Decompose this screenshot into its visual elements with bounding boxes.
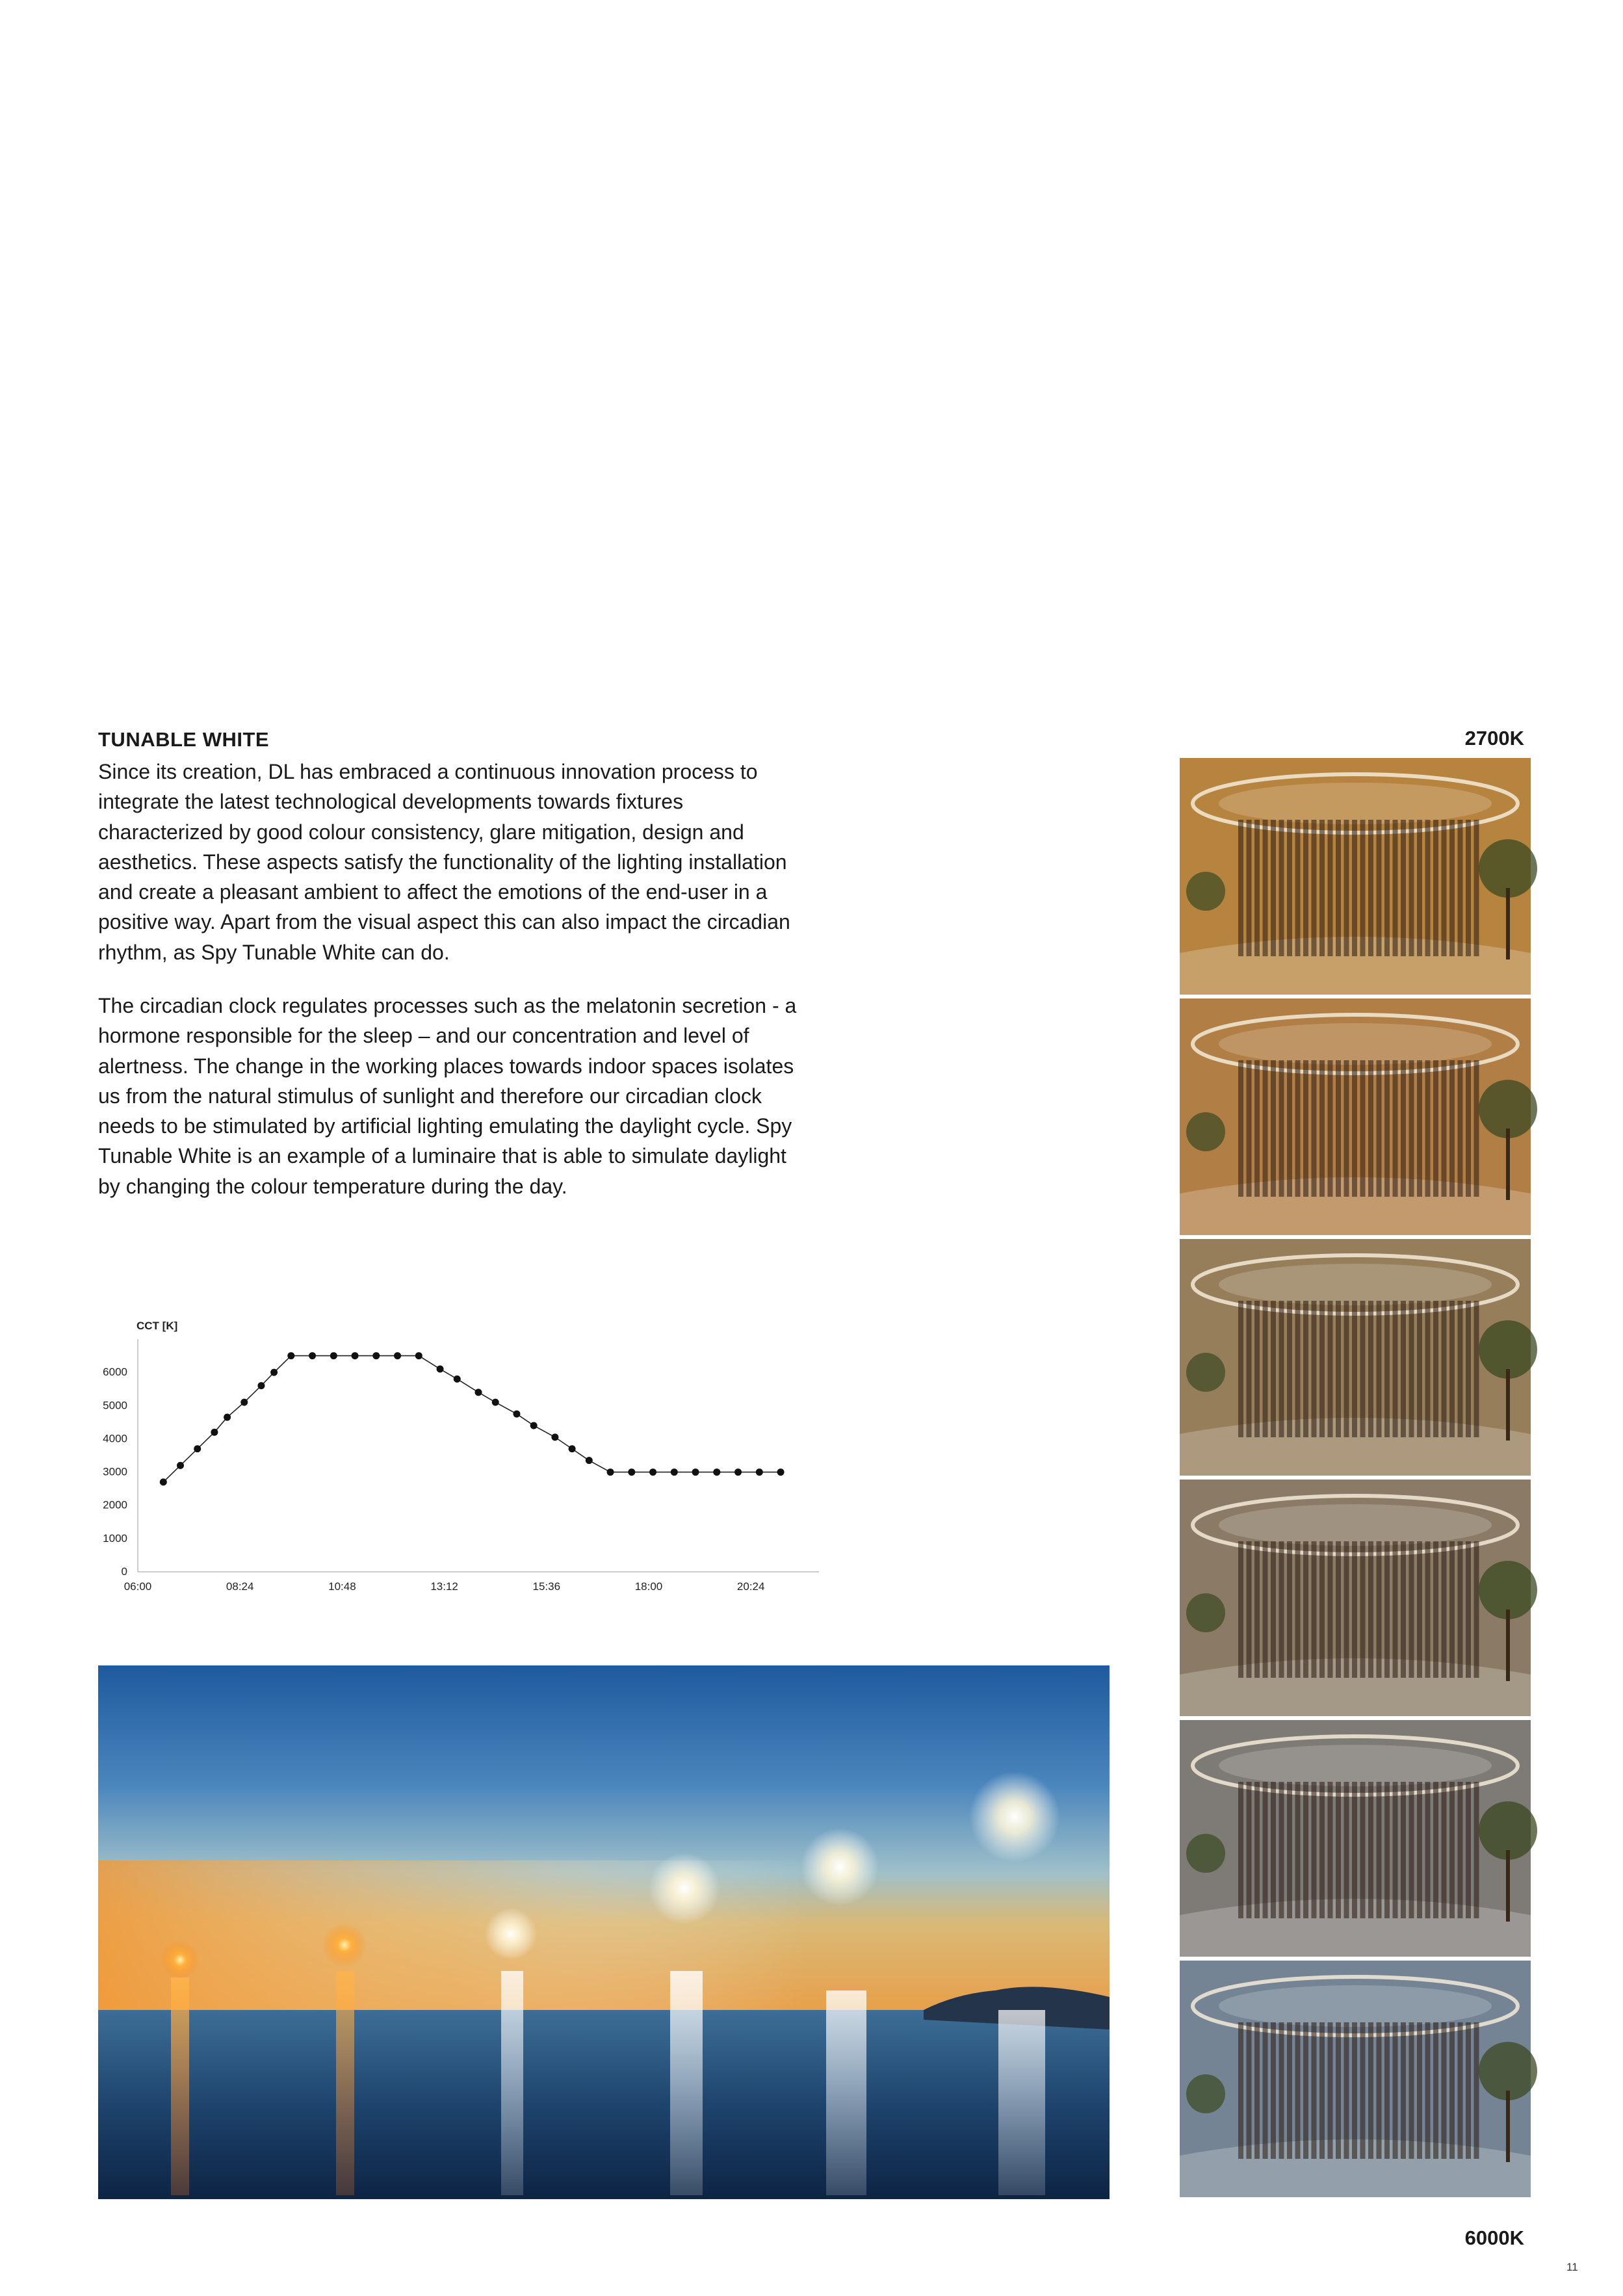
cct-data-point — [309, 1352, 316, 1359]
wooden-slat — [1238, 1541, 1243, 1678]
sunset-photo — [98, 1665, 1110, 2199]
wooden-slat — [1295, 1541, 1301, 1678]
wooden-slat — [1263, 1060, 1268, 1197]
wooden-slat — [1247, 2022, 1252, 2159]
wooden-slat — [1336, 1301, 1341, 1437]
wooden-slat — [1466, 1782, 1471, 1918]
wooden-slat — [1433, 1541, 1438, 1678]
cct-data-point — [756, 1468, 763, 1476]
wooden-slat — [1360, 2022, 1366, 2159]
cct-data-point — [777, 1468, 785, 1476]
wooden-slat — [1254, 1541, 1260, 1678]
wooden-slat — [1295, 1782, 1301, 1918]
cct-data-point — [415, 1352, 422, 1359]
wooden-slat — [1254, 1782, 1260, 1918]
cct-data-point — [372, 1352, 380, 1359]
wooden-slat — [1458, 1782, 1463, 1918]
wooden-slat — [1287, 1782, 1292, 1918]
wooden-slat — [1336, 1782, 1341, 1918]
wooden-slat — [1344, 2022, 1349, 2159]
wooden-slat — [1417, 1541, 1422, 1678]
wooden-slat — [1442, 1782, 1447, 1918]
wooden-slat — [1377, 1782, 1382, 1918]
wooden-slat — [1271, 1782, 1276, 1918]
wooden-slat — [1401, 820, 1406, 956]
cct-data-point — [177, 1462, 184, 1469]
wooden-slat — [1279, 1782, 1284, 1918]
chart-x-tick-label: 06:00 — [123, 1580, 152, 1593]
wooden-slat — [1263, 1782, 1268, 1918]
wooden-slat — [1312, 1301, 1317, 1437]
wooden-slat — [1238, 1301, 1243, 1437]
cct-chart — [103, 1300, 825, 1612]
wooden-slat — [1247, 820, 1252, 956]
intro-paragraph: Since its creation, DL has embraced a continuous innovation process to integrate the latest technological developments towards fixtures characterized by good colour consistency, glare mitigation, design and aesthetics. These aspects satisfy the functionality of the lighting installation and create a pleasant ambient to affect the emotions of the end-user in a positive way. Apart from the visual aspect this can also impact the circadian rhythm, as Spy Tunable White can do. — [98, 760, 790, 964]
wooden-slat — [1449, 820, 1455, 956]
cct-data-point — [211, 1429, 218, 1436]
wooden-slat — [1287, 1301, 1292, 1437]
cct-data-point — [330, 1352, 337, 1359]
wooden-slat — [1466, 2022, 1471, 2159]
cct-data-point — [492, 1399, 499, 1406]
wooden-slat — [1263, 820, 1268, 956]
interior-photo-step-2 — [1180, 998, 1531, 1235]
wooden-slat — [1384, 1782, 1390, 1918]
wooden-slat — [1449, 2022, 1455, 2159]
wooden-slat — [1442, 1541, 1447, 1678]
wooden-slat — [1303, 820, 1308, 956]
wooden-slat — [1433, 1782, 1438, 1918]
wooden-slat — [1352, 1301, 1357, 1437]
wooden-slat — [1279, 2022, 1284, 2159]
cct-data-point — [713, 1468, 720, 1476]
chart-y-axis-label: CCT [K] — [136, 1320, 178, 1332]
cct-data-point — [194, 1445, 201, 1452]
wooden-slat — [1442, 1060, 1447, 1197]
wooden-slat — [1368, 1541, 1373, 1678]
plant — [1186, 1112, 1225, 1151]
wooden-slat — [1312, 1060, 1317, 1197]
plant-trunk — [1506, 1610, 1510, 1681]
wooden-slat — [1287, 820, 1292, 956]
wooden-slat — [1384, 820, 1390, 956]
wooden-slat — [1377, 1301, 1382, 1437]
wooden-slat — [1328, 820, 1333, 956]
ceiling-glow — [1219, 1023, 1492, 1065]
wooden-slat — [1360, 820, 1366, 956]
wooden-slat — [1360, 1782, 1366, 1918]
wooden-slat — [1384, 2022, 1390, 2159]
chart-x-tick-label: 13:12 — [430, 1580, 458, 1593]
page-number: 11 — [1566, 2261, 1578, 2273]
section-heading: TUNABLE WHITE — [98, 728, 270, 751]
wooden-slat — [1247, 1301, 1252, 1437]
cct-data-point — [692, 1468, 699, 1476]
wooden-slat — [1336, 2022, 1341, 2159]
wooden-slat — [1319, 1060, 1325, 1197]
cct-data-point — [569, 1445, 576, 1452]
ceiling-glow — [1219, 783, 1492, 824]
wooden-slat — [1425, 820, 1431, 956]
wooden-slat — [1409, 2022, 1414, 2159]
chart-x-tick-label: 15:36 — [532, 1580, 561, 1593]
wooden-slat — [1263, 1541, 1268, 1678]
cct-data-point — [270, 1369, 278, 1376]
wooden-slat — [1279, 1301, 1284, 1437]
wooden-slat — [1263, 2022, 1268, 2159]
wooden-slat — [1433, 820, 1438, 956]
wooden-slat — [1328, 1541, 1333, 1678]
ceiling-glow — [1219, 1264, 1492, 1305]
wooden-slat — [1271, 2022, 1276, 2159]
chart-x-tick-label: 10:48 — [328, 1580, 356, 1593]
wooden-slat — [1401, 1301, 1406, 1437]
wooden-slat — [1254, 1060, 1260, 1197]
wooden-slat — [1401, 2022, 1406, 2159]
wooden-slat — [1433, 2022, 1438, 2159]
wooden-slat — [1238, 1060, 1243, 1197]
wooden-slat — [1247, 1541, 1252, 1678]
wooden-slat — [1312, 2022, 1317, 2159]
chart-y-tick-label: 0 — [121, 1565, 127, 1578]
wooden-slat — [1401, 1541, 1406, 1678]
cct-data-point — [287, 1352, 294, 1359]
chart-x-tick-label: 20:24 — [736, 1580, 765, 1593]
wooden-slat — [1442, 820, 1447, 956]
cct-data-point — [628, 1468, 635, 1476]
wooden-slat — [1247, 1060, 1252, 1197]
wooden-slat — [1360, 1541, 1366, 1678]
wooden-slat — [1312, 820, 1317, 956]
plant-trunk — [1506, 1128, 1510, 1200]
wooden-slat — [1368, 1301, 1373, 1437]
wooden-slat — [1319, 820, 1325, 956]
wooden-slat — [1466, 1541, 1471, 1678]
wooden-slat — [1344, 820, 1349, 956]
wooden-slat — [1458, 820, 1463, 956]
wooden-slat — [1295, 1301, 1301, 1437]
wooden-slat — [1319, 1541, 1325, 1678]
wooden-slat — [1368, 1782, 1373, 1918]
wooden-slat — [1425, 1541, 1431, 1678]
wooden-slat — [1336, 1060, 1341, 1197]
wooden-slat — [1401, 1060, 1406, 1197]
wooden-slat — [1417, 1301, 1422, 1437]
wooden-slat — [1417, 2022, 1422, 2159]
plant — [1186, 872, 1225, 911]
chart-y-tick-label: 3000 — [103, 1465, 127, 1478]
wooden-slat — [1336, 1541, 1341, 1678]
wooden-slat — [1425, 1301, 1431, 1437]
wooden-slat — [1466, 820, 1471, 956]
wooden-slat — [1287, 2022, 1292, 2159]
wooden-slat — [1393, 820, 1398, 956]
wooden-slat — [1344, 1060, 1349, 1197]
wooden-slat — [1458, 1541, 1463, 1678]
ceiling-glow — [1219, 1745, 1492, 1786]
wooden-slat — [1303, 1060, 1308, 1197]
cct-data-point — [671, 1468, 678, 1476]
cct-data-point — [454, 1376, 461, 1383]
cct-series-line — [163, 1356, 781, 1482]
wooden-slat — [1368, 1060, 1373, 1197]
wooden-slat — [1303, 1301, 1308, 1437]
plant — [1186, 2074, 1225, 2113]
wooden-slat — [1474, 820, 1479, 956]
interior-photo-2700k — [1180, 758, 1531, 995]
wooden-slat — [1409, 1782, 1414, 1918]
ceiling-glow — [1219, 1985, 1492, 2027]
wooden-slat — [1319, 1301, 1325, 1437]
wooden-slat — [1417, 1060, 1422, 1197]
wooden-slat — [1466, 1060, 1471, 1197]
plant — [1186, 1834, 1225, 1873]
wooden-slat — [1433, 1301, 1438, 1437]
wooden-slat — [1271, 1541, 1276, 1678]
wooden-slat — [1238, 2022, 1243, 2159]
wooden-slat — [1254, 2022, 1260, 2159]
cct-data-point — [586, 1457, 593, 1464]
wooden-slat — [1368, 2022, 1373, 2159]
wooden-slat — [1271, 1060, 1276, 1197]
wooden-slat — [1328, 2022, 1333, 2159]
wooden-slat — [1287, 1060, 1292, 1197]
wooden-slat — [1474, 1301, 1479, 1437]
interior-photo-step-3 — [1180, 1239, 1531, 1476]
wooden-slat — [1279, 1060, 1284, 1197]
wooden-slat — [1458, 1301, 1463, 1437]
wooden-slat — [1409, 820, 1414, 956]
plant-trunk — [1506, 1369, 1510, 1441]
wooden-slat — [1474, 1541, 1479, 1678]
wooden-slat — [1328, 1782, 1333, 1918]
cct-data-point — [352, 1352, 359, 1359]
wooden-slat — [1295, 1060, 1301, 1197]
wooden-slat — [1393, 1782, 1398, 1918]
wooden-slat — [1271, 820, 1276, 956]
wooden-slat — [1247, 1782, 1252, 1918]
wooden-slat — [1449, 1060, 1455, 1197]
wooden-slat — [1319, 1782, 1325, 1918]
cct-data-point — [530, 1422, 538, 1429]
wooden-slat — [1336, 820, 1341, 956]
wooden-slat — [1393, 2022, 1398, 2159]
wooden-slat — [1295, 820, 1301, 956]
wooden-slat — [1425, 2022, 1431, 2159]
wooden-slat — [1474, 1782, 1479, 1918]
chart-y-tick-label: 6000 — [103, 1366, 127, 1379]
wooden-slat — [1377, 820, 1382, 956]
wooden-slat — [1344, 1541, 1349, 1678]
wooden-slat — [1360, 1060, 1366, 1197]
wooden-slat — [1352, 1060, 1357, 1197]
wooden-slat — [1238, 1782, 1243, 1918]
wooden-slat — [1303, 2022, 1308, 2159]
wooden-slat — [1401, 1782, 1406, 1918]
wooden-slat — [1279, 820, 1284, 956]
wooden-slat — [1377, 1541, 1382, 1678]
wooden-slat — [1352, 2022, 1357, 2159]
wooden-slat — [1303, 1782, 1308, 1918]
wooden-slat — [1352, 820, 1357, 956]
plant-trunk — [1506, 2091, 1510, 2162]
cct-label-6000k: 6000K — [1464, 2226, 1524, 2249]
wooden-slat — [1384, 1301, 1390, 1437]
wooden-slat — [1474, 1060, 1479, 1197]
plant-trunk — [1506, 888, 1510, 959]
interior-photo-step-5 — [1180, 1720, 1531, 1957]
wooden-slat — [1303, 1541, 1308, 1678]
wooden-slat — [1319, 2022, 1325, 2159]
wooden-slat — [1377, 2022, 1382, 2159]
cct-data-point — [437, 1366, 444, 1373]
plant — [1186, 1593, 1225, 1632]
wooden-slat — [1409, 1541, 1414, 1678]
wooden-slat — [1279, 1541, 1284, 1678]
wooden-slat — [1238, 820, 1243, 956]
wooden-slat — [1384, 1060, 1390, 1197]
ceiling-glow — [1219, 1504, 1492, 1546]
wooden-slat — [1449, 1301, 1455, 1437]
interior-photo-step-4 — [1180, 1480, 1531, 1716]
wooden-slat — [1254, 820, 1260, 956]
cct-data-point — [224, 1414, 231, 1421]
wooden-slat — [1352, 1541, 1357, 1678]
cct-data-point — [649, 1468, 656, 1476]
cct-data-point — [734, 1468, 742, 1476]
cct-data-point — [513, 1411, 520, 1418]
chart-y-tick-label: 2000 — [103, 1498, 127, 1511]
wooden-slat — [1417, 1782, 1422, 1918]
chart-x-tick-label: 08:24 — [226, 1580, 254, 1593]
wooden-slat — [1425, 1782, 1431, 1918]
cct-data-point — [394, 1352, 401, 1359]
wooden-slat — [1449, 1782, 1455, 1918]
chart-y-tick-label: 4000 — [103, 1432, 127, 1445]
wooden-slat — [1409, 1301, 1414, 1437]
cct-label-2700k: 2700K — [1464, 727, 1524, 750]
chart-y-tick-label: 1000 — [103, 1532, 127, 1545]
wooden-slat — [1458, 1060, 1463, 1197]
wooden-slat — [1271, 1301, 1276, 1437]
wooden-slat — [1393, 1301, 1398, 1437]
cct-data-point — [257, 1382, 265, 1389]
wooden-slat — [1393, 1060, 1398, 1197]
wooden-slat — [1474, 2022, 1479, 2159]
wooden-slat — [1417, 820, 1422, 956]
wooden-slat — [1433, 1060, 1438, 1197]
wooden-slat — [1384, 1541, 1390, 1678]
circadian-paragraph: The circadian clock regulates processes such as the melatonin secretion - a hormone responsible for the sleep – and our concentration and level of alertness. The change in the working places towards indoor spaces isolates us from the natural stimulus of sunlight and therefore our circadian clock needs to be stimulated by artificial lighting emulating the daylight cycle. Spy Tunable White is an example of a luminaire that is able to simulate daylight by changing the colour temperature during the day. — [98, 994, 797, 1198]
wooden-slat — [1254, 1301, 1260, 1437]
wooden-slat — [1360, 1301, 1366, 1437]
wooden-slat — [1328, 1060, 1333, 1197]
cct-data-point — [475, 1389, 482, 1396]
chart-y-tick-label: 5000 — [103, 1399, 127, 1412]
wooden-slat — [1263, 1301, 1268, 1437]
wooden-slat — [1458, 2022, 1463, 2159]
wooden-slat — [1344, 1301, 1349, 1437]
plant — [1186, 1353, 1225, 1392]
chart-x-tick-label: 18:00 — [634, 1580, 663, 1593]
cct-data-point — [160, 1478, 167, 1485]
cct-data-point — [551, 1433, 558, 1441]
interior-photo-6000k — [1180, 1961, 1531, 2197]
wooden-slat — [1409, 1060, 1414, 1197]
wooden-slat — [1466, 1301, 1471, 1437]
wooden-slat — [1295, 2022, 1301, 2159]
plant-trunk — [1506, 1850, 1510, 1922]
wooden-slat — [1442, 1301, 1447, 1437]
wooden-slat — [1377, 1060, 1382, 1197]
wooden-slat — [1393, 1541, 1398, 1678]
wooden-slat — [1287, 1541, 1292, 1678]
wooden-slat — [1344, 1782, 1349, 1918]
wooden-slat — [1352, 1782, 1357, 1918]
cct-data-point — [607, 1468, 614, 1476]
wooden-slat — [1328, 1301, 1333, 1437]
wooden-slat — [1368, 820, 1373, 956]
wooden-slat — [1425, 1060, 1431, 1197]
wooden-slat — [1312, 1782, 1317, 1918]
wooden-slat — [1449, 1541, 1455, 1678]
wooden-slat — [1312, 1541, 1317, 1678]
wooden-slat — [1442, 2022, 1447, 2159]
cct-data-point — [240, 1399, 248, 1406]
